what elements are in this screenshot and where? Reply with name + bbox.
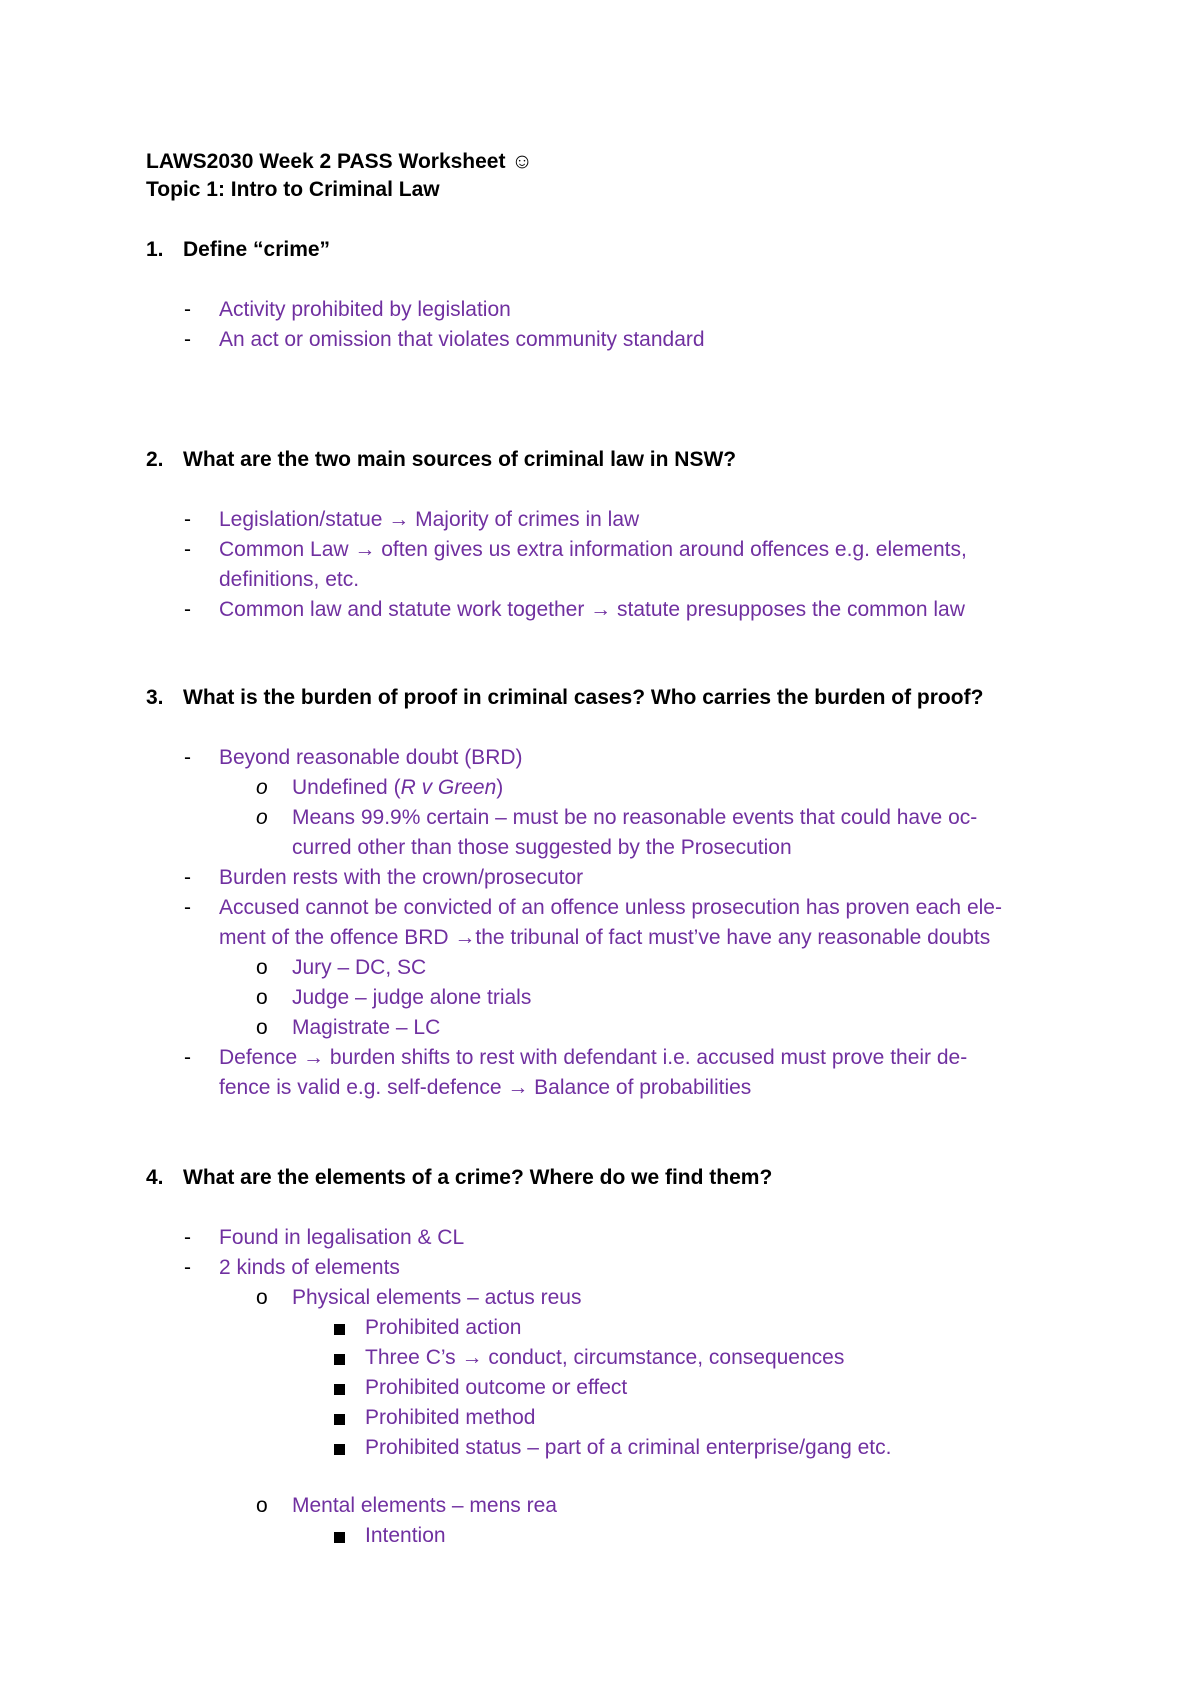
dash-bullet: - xyxy=(184,866,191,889)
answer-item: Burden rests with the crown/prosecutor xyxy=(219,866,584,889)
square-bullet xyxy=(334,1532,345,1543)
dash-bullet: - xyxy=(184,508,191,531)
answer-subitem: Magistrate – LC xyxy=(292,1016,441,1039)
circle-bullet: o xyxy=(256,776,268,799)
answer-item: An act or omission that violates community standard xyxy=(219,328,705,351)
answer-item: Common Law → often gives us extra information around offences e.g. elements, xyxy=(219,538,967,561)
answer-item-continued: fence is valid e.g. self-defence → Balance of probabilities xyxy=(219,1076,752,1099)
answer-subitem: Means 99.9% certain – must be no reasonable events that could have oc- xyxy=(292,806,978,829)
circle-bullet: o xyxy=(256,986,268,1009)
answer-item: 2 kinds of elements xyxy=(219,1256,400,1279)
answer-subsubitem: Prohibited status – part of a criminal enterprise/gang etc. xyxy=(365,1436,892,1459)
square-bullet xyxy=(334,1384,345,1395)
worksheet-title: LAWS2030 Week 2 PASS Worksheet ☺ xyxy=(146,150,533,173)
circle-bullet: o xyxy=(256,1494,268,1517)
answer-subitem-continued: curred other than those suggested by the Prosecution xyxy=(292,836,792,859)
answer-item: Activity prohibited by legislation xyxy=(219,298,511,321)
answer-item: Accused cannot be convicted of an offence unless prosecution has proven each ele- xyxy=(219,896,1002,919)
question-number: 1. xyxy=(146,238,164,261)
topic-heading: Topic 1: Intro to Criminal Law xyxy=(146,178,440,201)
answer-item: Defence → burden shifts to rest with defendant i.e. accused must prove their de- xyxy=(219,1046,968,1069)
circle-bullet: o xyxy=(256,1016,268,1039)
dash-bullet: - xyxy=(184,298,191,321)
answer-subitem: Jury – DC, SC xyxy=(292,956,427,979)
answer-subsubitem: Prohibited action xyxy=(365,1316,522,1339)
question-4: What are the elements of a crime? Where do we find them? xyxy=(183,1166,773,1189)
square-bullet xyxy=(334,1414,345,1425)
answer-item: Found in legalisation & CL xyxy=(219,1226,465,1249)
circle-bullet: o xyxy=(256,956,268,979)
dash-bullet: - xyxy=(184,538,191,561)
dash-bullet: - xyxy=(184,1256,191,1279)
question-number: 3. xyxy=(146,686,164,709)
answer-subitem: Mental elements – mens rea xyxy=(292,1494,557,1517)
dash-bullet: - xyxy=(184,746,191,769)
case-name: R v Green xyxy=(400,776,497,799)
answer-item: Common law and statute work together → statute presupposes the common law xyxy=(219,598,965,621)
dash-bullet: - xyxy=(184,598,191,621)
answer-item: Beyond reasonable doubt (BRD) xyxy=(219,746,523,769)
answer-subitem: Undefined (R v Green) xyxy=(292,776,504,799)
dash-bullet: - xyxy=(184,1046,191,1069)
answer-item-continued: ment of the offence BRD →the tribunal of fact must’ve have any reasonable doubts xyxy=(219,926,991,949)
square-bullet xyxy=(334,1444,345,1455)
question-1: Define “crime” xyxy=(183,238,331,261)
question-2: What are the two main sources of criminal law in NSW? xyxy=(183,448,737,471)
circle-bullet: o xyxy=(256,806,268,829)
circle-bullet: o xyxy=(256,1286,268,1309)
question-number: 2. xyxy=(146,448,164,471)
question-3: What is the burden of proof in criminal cases? Who carries the burden of proof? xyxy=(183,686,984,709)
answer-item: Legislation/statue → Majority of crimes in law xyxy=(219,508,640,531)
answer-subsubitem: Three C’s → conduct, circumstance, consequences xyxy=(365,1346,845,1369)
question-number: 4. xyxy=(146,1166,164,1189)
dash-bullet: - xyxy=(184,896,191,919)
answer-subitem: Judge – judge alone trials xyxy=(292,986,532,1009)
dash-bullet: - xyxy=(184,1226,191,1249)
answer-subsubitem: Prohibited method xyxy=(365,1406,536,1429)
answer-item-continued: definitions, etc. xyxy=(219,568,360,591)
answer-subsubitem: Prohibited outcome or effect xyxy=(365,1376,628,1399)
dash-bullet: - xyxy=(184,328,191,351)
answer-subsubitem: Intention xyxy=(365,1524,446,1547)
square-bullet xyxy=(334,1354,345,1365)
square-bullet xyxy=(334,1324,345,1335)
answer-subitem: Physical elements – actus reus xyxy=(292,1286,582,1309)
